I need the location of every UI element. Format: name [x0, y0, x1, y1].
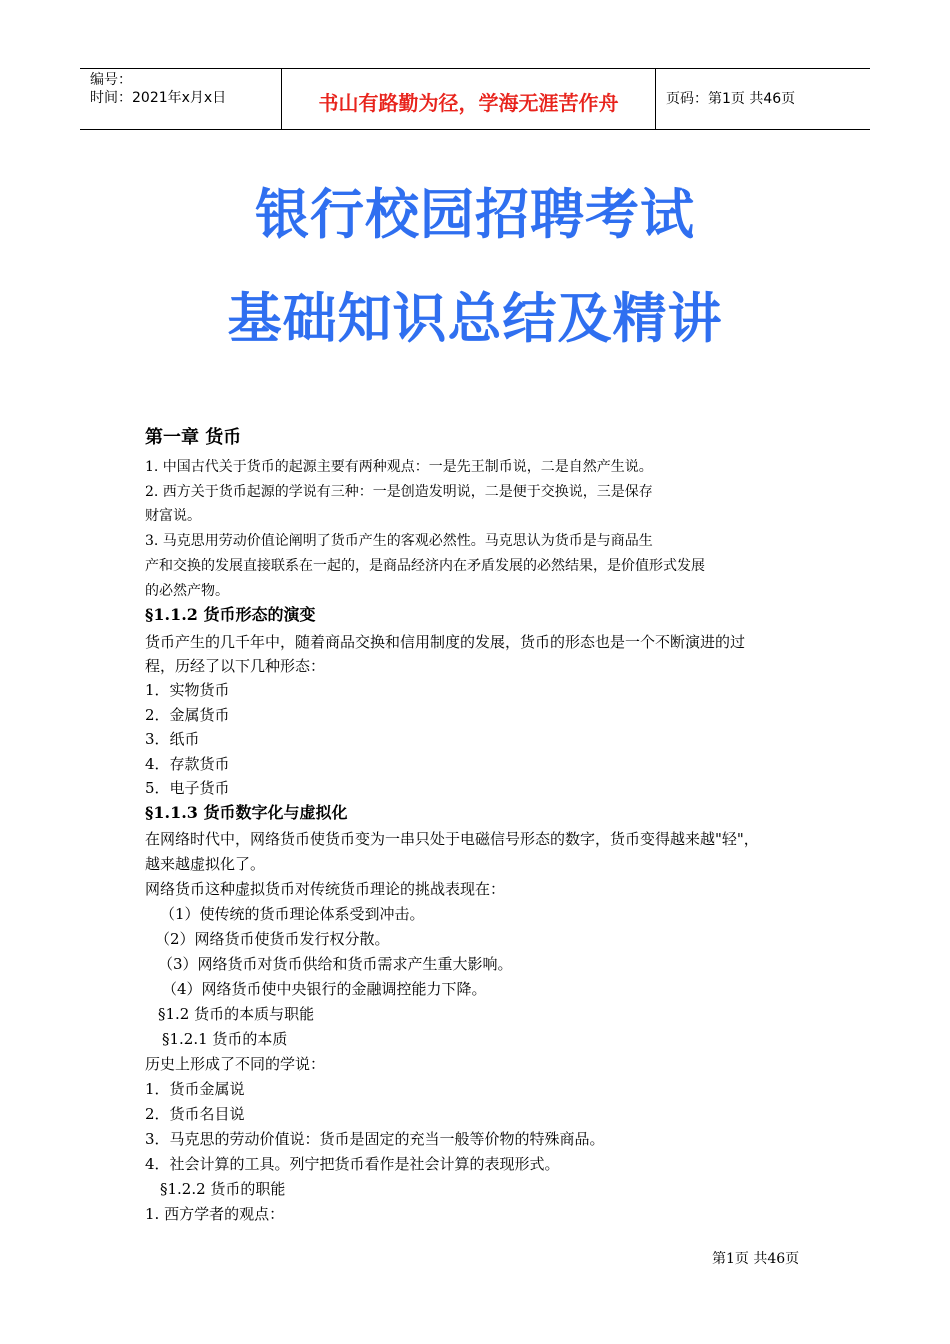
paragraph-line: 在网络时代中，网络货币使货币变为一串只处于电磁信号形态的数字，货币变得越来越"轻"， [145, 830, 759, 848]
header-motto-cell [282, 69, 656, 129]
paragraph-line: 1. 中国古代关于货币的起源主要有两种观点：一是先王制币说，二是自然产生说。 [145, 459, 653, 475]
list-item: 4．社会计算的工具。列宁把货币看作是社会计算的表现形式。 [145, 1155, 560, 1173]
title-line-1: 银行校园招聘考试 [255, 183, 695, 246]
list-item: 3．马克思的劳动价值说：货币是固定的充当一般等价物的特殊商品。 [145, 1130, 605, 1148]
list-item: 4．存款货币 [145, 755, 230, 773]
header-table [80, 68, 870, 130]
list-item: 1．实物货币 [145, 681, 230, 699]
paragraph-line: 的必然产物。 [145, 583, 229, 599]
list-item: 1. 西方学者的观点： [145, 1205, 285, 1223]
header-page-number: 页码：第1页 共46页 [666, 91, 796, 107]
section-heading: §1.2.2 货币的职能 [160, 1180, 286, 1198]
document-date: 时间：2021年x月x日 [90, 90, 227, 106]
paragraph-line: 网络货币这种虚拟货币对传统货币理论的挑战表现在： [145, 880, 506, 898]
list-item: （2）网络货币使货币发行权分散。 [155, 930, 390, 948]
paragraph-line: 产和交换的发展直接联系在一起的，是商品经济内在矛盾发展的必然结果，是价值形式发展 [145, 558, 705, 574]
header-page-cell [656, 69, 870, 129]
header-info-cell [80, 69, 282, 129]
paragraph-line: 2. 西方关于货币起源的学说有三种：一是创造发明说，二是便于交换说，三是保存 [145, 484, 653, 500]
paragraph-line: 货币产生的几千年中，随着商品交换和信用制度的发展，货币的形态也是一个不断演进的过 [145, 633, 746, 651]
list-item: （4）网络货币使中央银行的金融调控能力下降。 [162, 980, 487, 998]
section-heading: §1.1.2 货币形态的演变 [145, 605, 316, 624]
section-heading: §1.2 货币的本质与职能 [158, 1005, 315, 1023]
list-item: 1．货币金属说 [145, 1080, 245, 1098]
paragraph-line: 程，历经了以下几种形态： [145, 657, 326, 675]
chapter-heading: 第一章 货币 [145, 427, 242, 448]
list-item: （3）网络货币对货币供给和货币需求产生重大影响。 [158, 955, 513, 973]
footer-page-number: 第1页 共46页 [712, 1251, 800, 1267]
list-item: （1）使传统的货币理论体系受到冲击。 [160, 905, 425, 923]
paragraph-line: 3. 马克思用劳动价值论阐明了货币产生的客观必然性。马克思认为货币是与商品生 [145, 533, 653, 549]
list-item: 2．货币名目说 [145, 1105, 245, 1123]
section-heading: §1.1.3 货币数字化与虚拟化 [145, 803, 348, 822]
document-number: 编号： [90, 72, 132, 88]
motto: 书山有路勤为径，学海无涯苦作舟 [318, 91, 619, 115]
paragraph-line: 历史上形成了不同的学说： [145, 1055, 326, 1073]
title-line-2: 基础知识总结及精讲 [227, 287, 723, 350]
paragraph-line: 越来越虚拟化了。 [145, 855, 266, 873]
list-item: 2．金属货币 [145, 706, 230, 724]
section-heading: §1.2.1 货币的本质 [162, 1030, 288, 1048]
list-item: 3．纸币 [145, 730, 200, 748]
paragraph-line: 财富说。 [145, 508, 201, 524]
list-item: 5．电子货币 [145, 779, 230, 797]
